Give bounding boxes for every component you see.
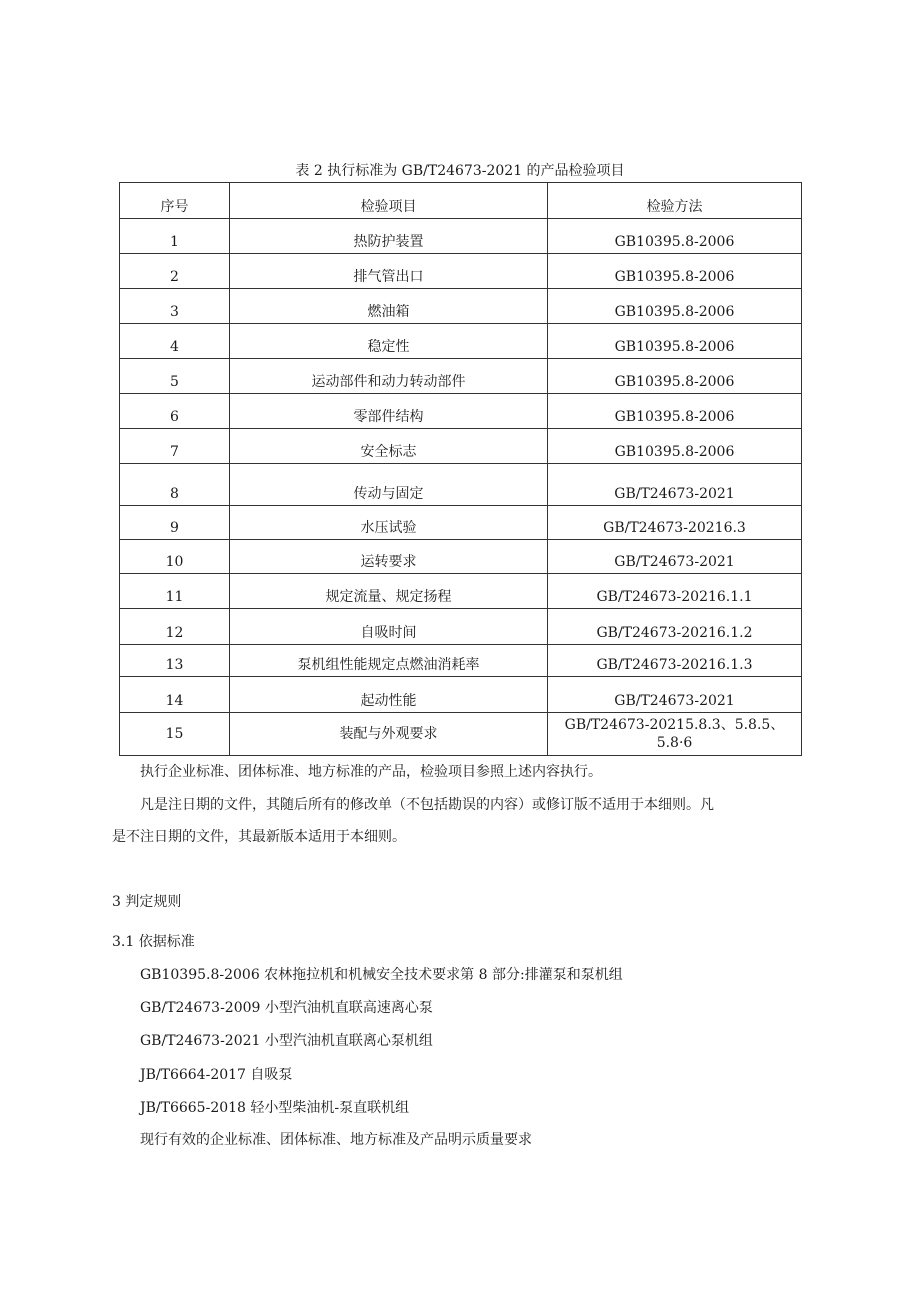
table-row (120, 359, 802, 394)
row-method: GB10395.8-2006 (548, 219, 802, 254)
table-row (120, 429, 802, 464)
paragraph-dated-documents-line1: 凡是注日期的文件，其随后所有的修改单（不包括勘误的内容）或修订版不适用于本细则。凡 (140, 797, 714, 813)
row-number: 6 (120, 394, 230, 429)
row-method: GB/T24673-20216.1.1 (548, 574, 802, 609)
header-inspection-item: 检验项目 (230, 183, 548, 219)
row-number: 14 (120, 677, 230, 713)
table-header-row (120, 183, 802, 219)
row-item: 起动性能 (230, 677, 548, 713)
subsection-heading: 3.1 依据标准 (112, 934, 195, 950)
row-method: GB/T24673-2021 (548, 677, 802, 713)
row-number: 10 (120, 540, 230, 574)
row-method-line2: 5.8·6 (656, 735, 693, 751)
row-number: 5 (120, 359, 230, 394)
standard-item: GB/T24673-2021 小型汽油机直联离心泵机组 (140, 1033, 433, 1049)
row-number: 1 (120, 219, 230, 254)
table-row (120, 394, 802, 429)
paragraph-reference-note: 执行企业标准、团体标准、地方标准的产品，检验项目参照上述内容执行。 (140, 764, 602, 780)
table-row (120, 609, 802, 645)
row-number: 8 (120, 464, 230, 506)
inspection-items-table (119, 182, 802, 756)
table-row (120, 254, 802, 289)
row-method: GB/T24673-20216.1.3 (548, 645, 802, 677)
table-caption: 表 2 执行标准为 GB/T24673-2021 的产品检验项目 (295, 163, 625, 179)
row-method: GB/T24673-20216.3 (548, 506, 802, 540)
standard-item: 现行有效的企业标准、团体标准、地方标准及产品明示质量要求 (140, 1132, 532, 1148)
standard-item: GB10395.8-2006 农林拖拉机和机械安全技术要求第 8 部分:排灌泵和泵机组 (140, 967, 623, 983)
row-method: GB/T24673-20216.1.2 (548, 609, 802, 645)
table-row (120, 540, 802, 574)
row-item: 运动部件和动力转动部件 (230, 359, 548, 394)
row-item: 运转要求 (230, 540, 548, 574)
row-method (548, 713, 802, 756)
row-number: 3 (120, 289, 230, 324)
standard-item: JB/T6665-2018 轻小型柴油机-泵直联机组 (140, 1100, 410, 1116)
table-row (120, 677, 802, 713)
table-row (120, 464, 802, 506)
row-number: 15 (120, 713, 230, 756)
row-item: 燃油箱 (230, 289, 548, 324)
table-row (120, 645, 802, 677)
row-item: 水压试验 (230, 506, 548, 540)
row-method-line1: GB/T24673-20215.8.3、5.8.5、 (564, 717, 785, 733)
row-method: GB10395.8-2006 (548, 394, 802, 429)
table-row (120, 289, 802, 324)
header-serial-number: 序号 (120, 183, 230, 219)
row-item: 安全标志 (230, 429, 548, 464)
table-row (120, 574, 802, 609)
table-row (120, 324, 802, 359)
standard-item: JB/T6664-2017 自吸泵 (140, 1067, 293, 1083)
row-method: GB/T24673-2021 (548, 540, 802, 574)
table-row (120, 713, 802, 756)
row-item: 热防护装置 (230, 219, 548, 254)
row-number: 11 (120, 574, 230, 609)
header-inspection-method: 检验方法 (548, 183, 802, 219)
row-item: 规定流量、规定扬程 (230, 574, 548, 609)
row-number: 9 (120, 506, 230, 540)
row-method: GB10395.8-2006 (548, 289, 802, 324)
row-number: 4 (120, 324, 230, 359)
row-item: 装配与外观要求 (230, 713, 548, 756)
row-number: 2 (120, 254, 230, 289)
row-method: GB10395.8-2006 (548, 254, 802, 289)
row-number: 12 (120, 609, 230, 645)
row-item: 自吸时间 (230, 609, 548, 645)
row-method: GB10395.8-2006 (548, 429, 802, 464)
row-item: 稳定性 (230, 324, 548, 359)
row-item: 零部件结构 (230, 394, 548, 429)
section-heading: 3 判定规则 (112, 894, 182, 910)
row-number: 7 (120, 429, 230, 464)
row-method: GB10395.8-2006 (548, 324, 802, 359)
paragraph-dated-documents-line2: 是不注日期的文件，其最新版本适用于本细则。 (112, 829, 406, 845)
row-item: 传动与固定 (230, 464, 548, 506)
row-item: 排气管出口 (230, 254, 548, 289)
table-row (120, 219, 802, 254)
row-item: 泵机组性能规定点燃油消耗率 (230, 645, 548, 677)
row-number: 13 (120, 645, 230, 677)
row-method: GB/T24673-2021 (548, 464, 802, 506)
table-row (120, 506, 802, 540)
standard-item: GB/T24673-2009 小型汽油机直联高速离心泵 (140, 1000, 433, 1016)
row-method: GB10395.8-2006 (548, 359, 802, 394)
